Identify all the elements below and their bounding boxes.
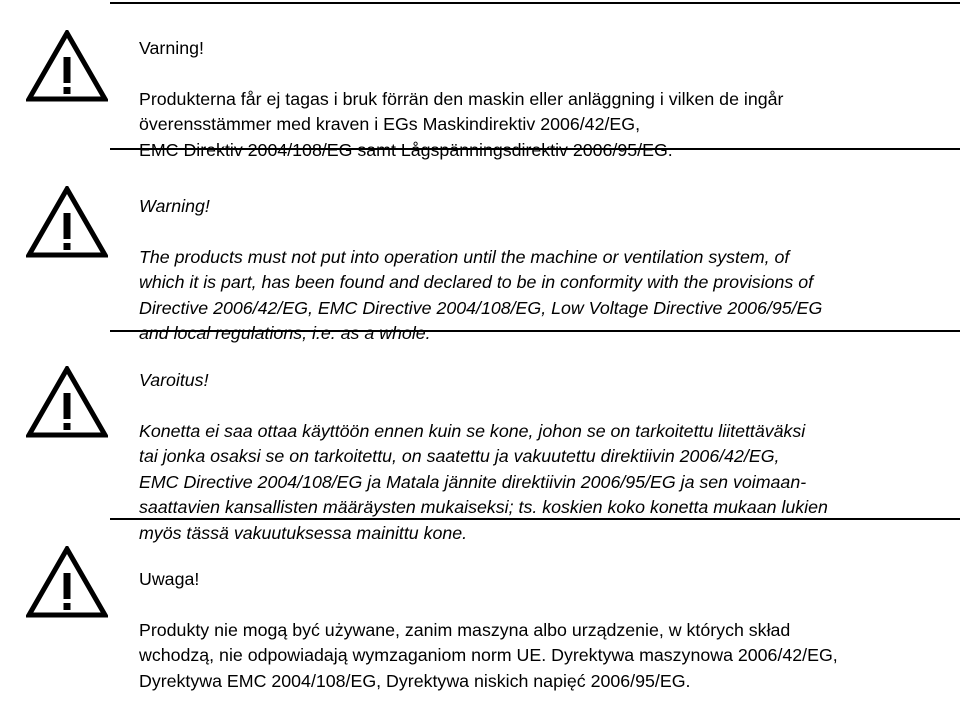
warning-body: The products must not put into operation until the machine or ventilation system, of which it is part, has been found and declared to be in conformity with the provisions of Directive 2006/42/EG, EMC Directive 2004/108/EG, Low Voltage Directive 2006/95/EG and local regulations, i.e. as a whole. — [139, 246, 823, 343]
top-rule — [110, 2, 960, 4]
warning-triangle-icon — [26, 366, 108, 438]
warning-body: Produkterna får ej tagas i bruk förrän den maskin eller anläggning i vilken de ingår överensstämmer med kraven i EGs Maskindirektiv 2006/42/EG, EMC Direktiv 2004/108/EG samt Lågspänningsdirektiv 2006/95/EG. — [139, 88, 784, 160]
section-divider — [110, 330, 960, 332]
warning-heading: Uwaga! — [139, 568, 200, 589]
warning-text-sv — [139, 10, 957, 189]
warning-triangle-icon — [26, 30, 108, 102]
warning-text-fi — [139, 342, 957, 572]
warning-heading: Varning! — [139, 37, 204, 58]
section-divider — [110, 148, 960, 150]
warning-triangle-icon — [26, 186, 108, 258]
warning-triangle-icon — [26, 546, 108, 618]
warning-body: Produkty nie mogą być używane, zanim maszyna albo urządzenie, w których skład wchodzą, nie odpowiadają wymzaganiom norm UE. Dyrektywa maszynowa 2006/42/EG, Dyrektywa EMC 2004/108/EG, Dyrektywa niskich napięć 2006/95/EG. — [139, 619, 838, 691]
warning-body: Konetta ei saa ottaa käyttöön ennen kuin se kone, johon se on tarkoitettu liitettäväksi tai jonka osaksi se on tarkoitettu, on saatettu ja vakuutettu direktiivin 2006/42/EG, EMC Directive 2004/108/EG ja Matala jännite direktiivin 2006/95/EG ja sen voimaan- saattavien kansallisten määräysten mukaiseksi; ts. koskien koko konetta mukaan lukien myös tässä vakuutuksessa mainittu kone. — [139, 420, 828, 543]
warning-heading: Warning! — [139, 195, 210, 216]
warning-text-pl — [139, 541, 957, 720]
warning-heading: Varoitus! — [139, 369, 209, 390]
section-divider — [110, 518, 960, 520]
